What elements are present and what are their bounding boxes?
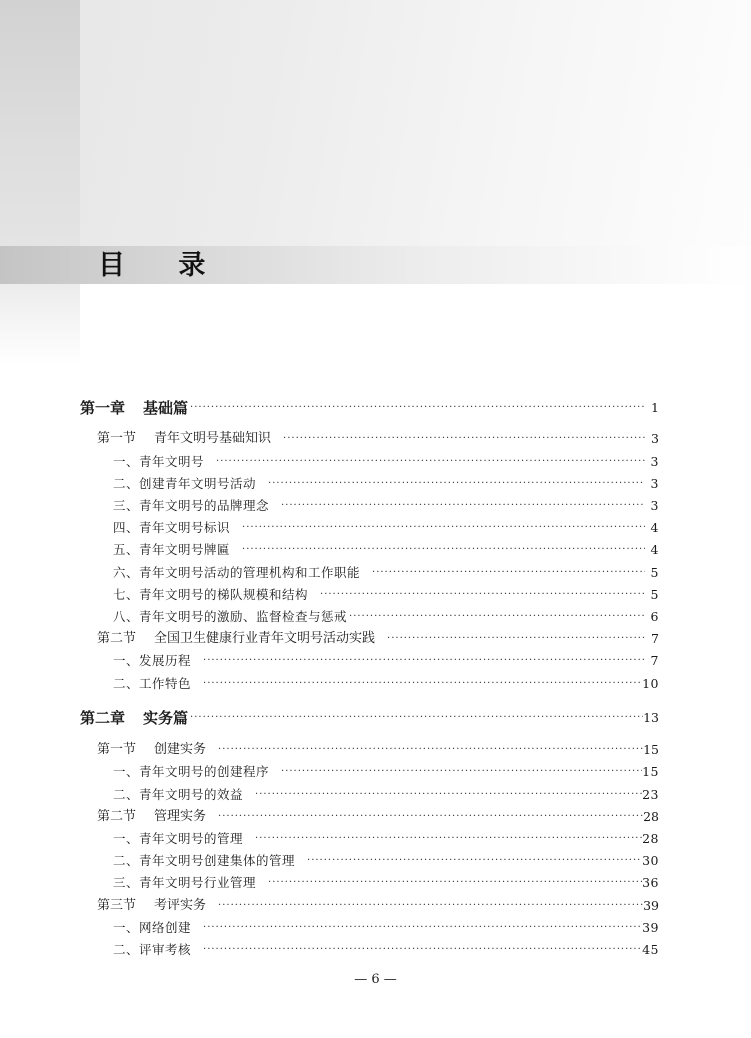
item-title: 一、青年文明号的创建程序 xyxy=(113,764,270,779)
leader-dots xyxy=(283,429,645,449)
section-label: 第三节 xyxy=(97,898,137,913)
page-number: 45 xyxy=(642,942,659,957)
leader-dots xyxy=(242,540,645,560)
item-title: 一、青年文明号的管理 xyxy=(113,831,244,846)
leader-dots xyxy=(349,607,645,627)
chapter-title: 基础篇 xyxy=(143,399,189,417)
item-title: 一、青年文明号 xyxy=(113,454,205,469)
toc-item[interactable] xyxy=(113,585,659,605)
item-title: 三、青年文明号行业管理 xyxy=(113,875,257,890)
leader-dots xyxy=(320,585,645,605)
toc-section[interactable] xyxy=(97,896,659,916)
toc-item[interactable] xyxy=(113,674,659,694)
page-number: 7 xyxy=(650,653,659,668)
leader-dots xyxy=(203,940,642,960)
section-label: 第一节 xyxy=(97,742,137,757)
page-number: 13 xyxy=(643,710,659,725)
leader-dots xyxy=(281,762,642,782)
leader-dots xyxy=(188,398,645,418)
page-number: 28 xyxy=(642,831,659,846)
leader-dots xyxy=(268,873,642,893)
toc-item[interactable] xyxy=(113,496,659,516)
section-label: 第二节 xyxy=(97,809,137,824)
chapter-title: 实务篇 xyxy=(143,709,189,727)
leader-dots xyxy=(203,651,645,671)
leader-dots xyxy=(218,896,643,916)
toc-item[interactable] xyxy=(113,651,659,671)
toc-item[interactable] xyxy=(113,563,659,583)
toc-chapter-2[interactable] xyxy=(80,708,659,728)
item-title: 四、青年文明号标识 xyxy=(113,520,231,535)
page-number: 5 xyxy=(650,565,659,580)
leader-dots xyxy=(255,829,642,849)
toc-item[interactable] xyxy=(113,518,659,538)
item-title: 三、青年文明号的品牌理念 xyxy=(113,498,270,513)
item-title: 二、评审考核 xyxy=(113,942,192,957)
item-title: 二、青年文明号的效益 xyxy=(113,787,244,802)
toc-section[interactable] xyxy=(97,629,659,649)
section-label: 第一节 xyxy=(97,431,137,446)
page-number: 3 xyxy=(650,498,659,513)
toc-item[interactable] xyxy=(113,762,659,782)
page-number: 36 xyxy=(642,875,659,890)
item-title: 二、青年文明号创建集体的管理 xyxy=(113,853,296,868)
page-number: 4 xyxy=(650,520,659,535)
leader-dots xyxy=(218,807,643,827)
toc-item[interactable] xyxy=(113,474,659,494)
page-number: 30 xyxy=(642,853,659,868)
item-title: 七、青年文明号的梯队规模和结构 xyxy=(113,587,309,602)
toc-section[interactable] xyxy=(97,429,659,449)
page-number: 3 xyxy=(650,454,659,469)
leader-dots xyxy=(268,474,645,494)
page-number: 39 xyxy=(643,898,659,913)
section-title: 创建实务 xyxy=(154,742,207,757)
leader-dots xyxy=(387,629,645,649)
leader-dots xyxy=(216,452,645,472)
item-title: 八、青年文明号的激励、监督检查与惩戒 xyxy=(113,609,348,624)
leader-dots xyxy=(188,708,643,728)
page-number: 23 xyxy=(642,787,659,802)
item-title: 五、青年文明号牌匾 xyxy=(113,542,231,557)
toc-section[interactable] xyxy=(97,807,659,827)
page-number: 3 xyxy=(651,431,659,446)
item-title: 二、创建青年文明号活动 xyxy=(113,476,257,491)
item-title: 一、发展历程 xyxy=(113,653,192,668)
item-title: 一、网络创建 xyxy=(113,920,192,935)
toc-item[interactable] xyxy=(113,851,659,871)
page-number: 28 xyxy=(643,809,659,824)
toc-item[interactable] xyxy=(113,607,659,627)
leader-dots xyxy=(203,918,642,938)
page-number: 39 xyxy=(642,920,659,935)
leader-dots xyxy=(255,785,642,805)
toc-section[interactable] xyxy=(97,740,659,760)
leader-dots xyxy=(372,563,645,583)
section-title: 全国卫生健康行业青年文明号活动实践 xyxy=(154,631,376,646)
section-title: 管理实务 xyxy=(154,809,207,824)
page-number: 15 xyxy=(643,742,659,757)
leader-dots xyxy=(242,518,645,538)
section-title: 青年文明号基础知识 xyxy=(154,431,272,446)
page-number: 7 xyxy=(651,631,659,646)
leader-dots xyxy=(218,740,643,760)
leader-dots xyxy=(203,674,642,694)
page-footer-number: — 6 — xyxy=(354,972,397,987)
toc-item[interactable] xyxy=(113,452,659,472)
toc-item[interactable] xyxy=(113,829,659,849)
page-number: 6 xyxy=(650,609,659,624)
item-title: 二、工作特色 xyxy=(113,676,192,691)
leader-dots xyxy=(307,851,642,871)
page-number: 15 xyxy=(642,764,659,779)
chapter-label: 第一章 xyxy=(80,399,126,417)
leader-dots xyxy=(281,496,645,516)
toc-item[interactable] xyxy=(113,873,659,893)
page-number: 1 xyxy=(651,400,659,415)
toc-item[interactable] xyxy=(113,940,659,960)
page-number: 4 xyxy=(650,542,659,557)
page-title: 目 录 xyxy=(98,250,228,281)
toc-item[interactable] xyxy=(113,540,659,560)
page-number: 3 xyxy=(650,476,659,491)
page-number: 10 xyxy=(642,676,659,691)
section-title: 考评实务 xyxy=(154,898,207,913)
chapter-label: 第二章 xyxy=(80,709,126,727)
toc-item[interactable] xyxy=(113,918,659,938)
item-title: 六、青年文明号活动的管理机构和工作职能 xyxy=(113,565,361,580)
section-label: 第二节 xyxy=(97,631,137,646)
page-number: 5 xyxy=(650,587,659,602)
toc-chapter-1[interactable] xyxy=(80,398,659,418)
toc-item[interactable] xyxy=(113,785,659,805)
